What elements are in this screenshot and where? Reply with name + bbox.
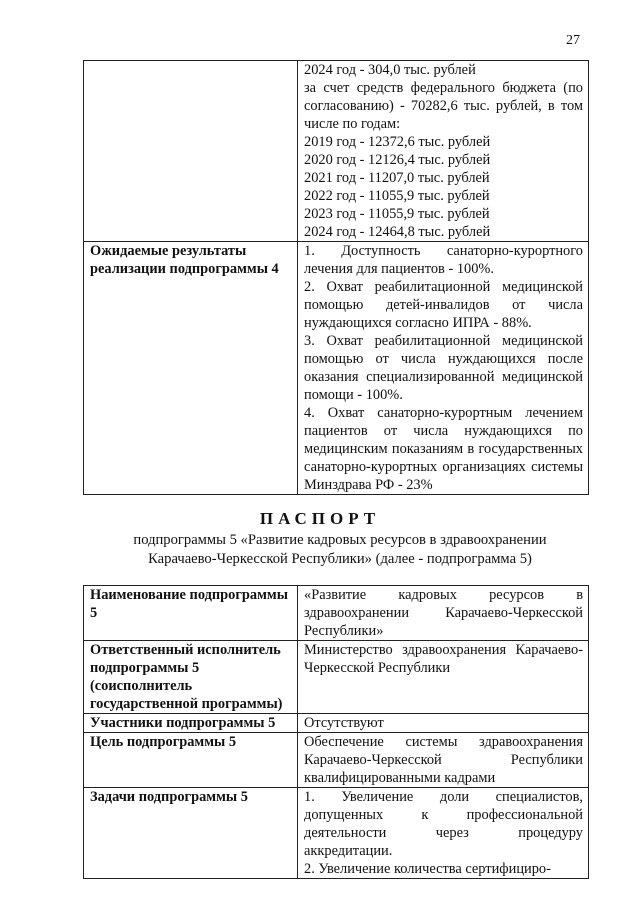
funding-line: 2019 год - 12372,6 тыс. рублей bbox=[304, 134, 491, 150]
budget-table bbox=[83, 60, 589, 495]
row-value: «Развитие кадровых ресурсов в здравоохранении Карачаево-Черкесской Республики» bbox=[298, 586, 589, 641]
row-label: Ответственный исполнитель подпрограммы 5 (соисполнитель государственной программы) bbox=[84, 641, 298, 714]
table-row bbox=[84, 714, 589, 733]
funding-line: 2024 год - 304,0 тыс. рублей bbox=[304, 62, 476, 78]
table-row bbox=[84, 61, 589, 242]
funding-line: 2022 год - 11055,9 тыс. рублей bbox=[304, 188, 490, 204]
row-value: Министерство здравоохранения Карачаево-Черкесской Республики bbox=[298, 641, 589, 714]
row-label: Наименование подпрограммы 5 bbox=[84, 586, 298, 641]
table-row bbox=[84, 788, 589, 879]
funding-line: 2020 год - 12126,4 тыс. рублей bbox=[304, 152, 491, 168]
row-value: Отсутствуют bbox=[298, 714, 589, 733]
result-item: 1. Доступность санаторно-курортного лечения для пациентов - 100%. bbox=[304, 243, 583, 277]
funding-line: 2021 год - 11207,0 тыс. рублей bbox=[304, 170, 490, 186]
passport-subtitle: подпрограммы 5 «Развитие кадровых ресурсов в здравоохранении Карачаево-Черкесской Республики» (далее - подпрограмма 5) bbox=[133, 532, 547, 567]
result-item: 4. Охват санаторно-курортным лечением пациентов от числа нуждающихся по медицинским показаниям в государственных санаторно-курортных организациях системы Минздрава РФ - 23% bbox=[304, 405, 583, 493]
task-item: 1. Увеличение доли специалистов, допущенных к профессиональной деятельности через процедуру аккредитации. bbox=[304, 789, 583, 859]
table-row bbox=[84, 242, 589, 495]
page-number: 27 bbox=[566, 33, 580, 48]
row-value: Обеспечение системы здравоохранения Карачаево-Черкесской Республики квалифицированными кадрами bbox=[298, 733, 589, 788]
funding-amounts-cell bbox=[298, 61, 589, 242]
table-row bbox=[84, 733, 589, 788]
row-label: Участники подпрограммы 5 bbox=[84, 714, 298, 733]
funding-line: за счет средств федерального бюджета (по согласованию) - 70282,6 тыс. рублей, в том числе по годам: bbox=[304, 80, 583, 132]
funding-line: 2024 год - 12464,8 тыс. рублей bbox=[304, 224, 491, 240]
funding-line: 2023 год - 11055,9 тыс. рублей bbox=[304, 206, 490, 222]
result-item: 2. Охват реабилитационной медицинской помощью детей-инвалидов от числа нуждающихся согласно ИПРА - 88%. bbox=[304, 279, 583, 331]
passport-title: ПАСПОРТ bbox=[259, 509, 381, 528]
task-item: 2. Увеличение количества сертифициро- bbox=[304, 861, 551, 877]
empty-label-cell bbox=[84, 61, 298, 242]
results-label-cell: Ожидаемые результаты реализации подпрограммы 4 bbox=[84, 242, 298, 495]
table-row bbox=[84, 586, 589, 641]
row-label: Задачи подпрограммы 5 bbox=[84, 788, 298, 879]
results-cell bbox=[298, 242, 589, 495]
row-label: Цель подпрограммы 5 bbox=[84, 733, 298, 788]
table-row bbox=[84, 641, 589, 714]
passport-table bbox=[83, 585, 589, 879]
row-value bbox=[298, 788, 589, 879]
result-item: 3. Охват реабилитационной медицинской помощью от числа нуждающихся после оказания специализированной медицинской помощи - 100%. bbox=[304, 333, 583, 403]
